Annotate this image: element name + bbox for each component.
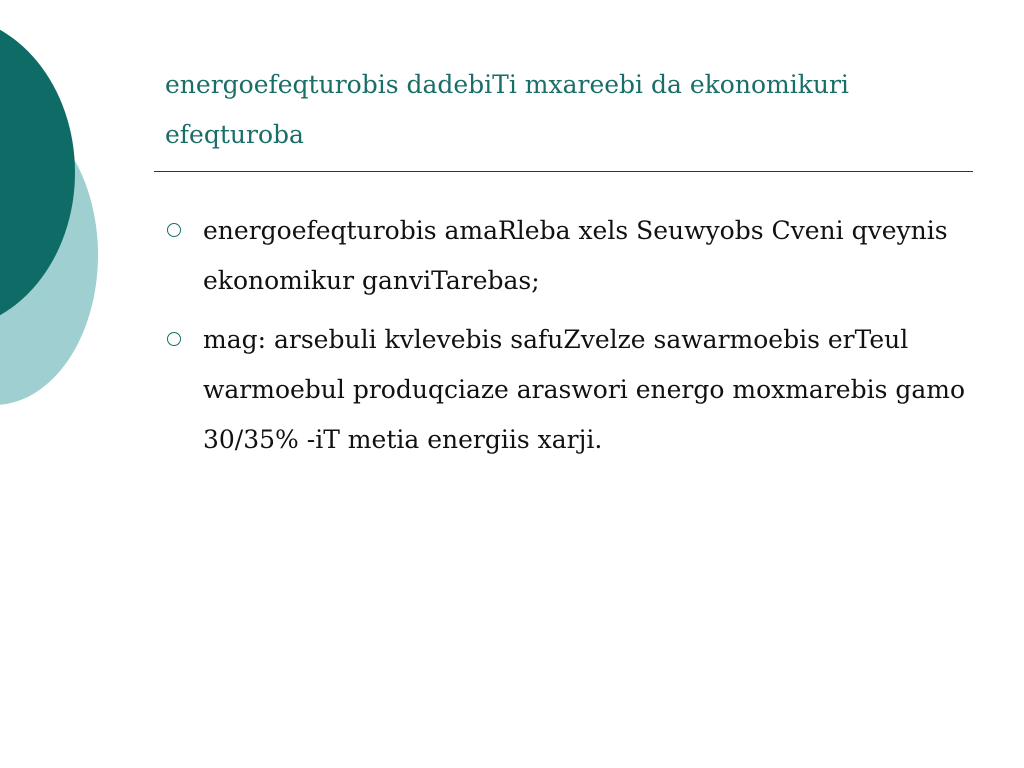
bullet-item	[165, 206, 965, 306]
bullet-item	[165, 315, 965, 465]
title-divider	[154, 171, 973, 172]
bullet-text: energoefeqturobis amaRleba xels Seuwyobs Cveni qveynis ekonomikur ganviTarebas;	[203, 216, 948, 295]
bullet-circle-icon	[167, 332, 181, 346]
bullet-list	[165, 206, 965, 474]
bullet-circle-icon	[167, 223, 181, 237]
bullet-text: mag: arsebuli kvlevebis safuZvelze sawarmoebis erTeul warmoebul produqciaze araswori energo moxmarebis gamo 30/35% -iT metia energiis xarji.	[203, 325, 966, 454]
slide-title: energoefeqturobis dadebiTi mxareebi da ekonomikuri efeqturoba	[165, 70, 849, 149]
